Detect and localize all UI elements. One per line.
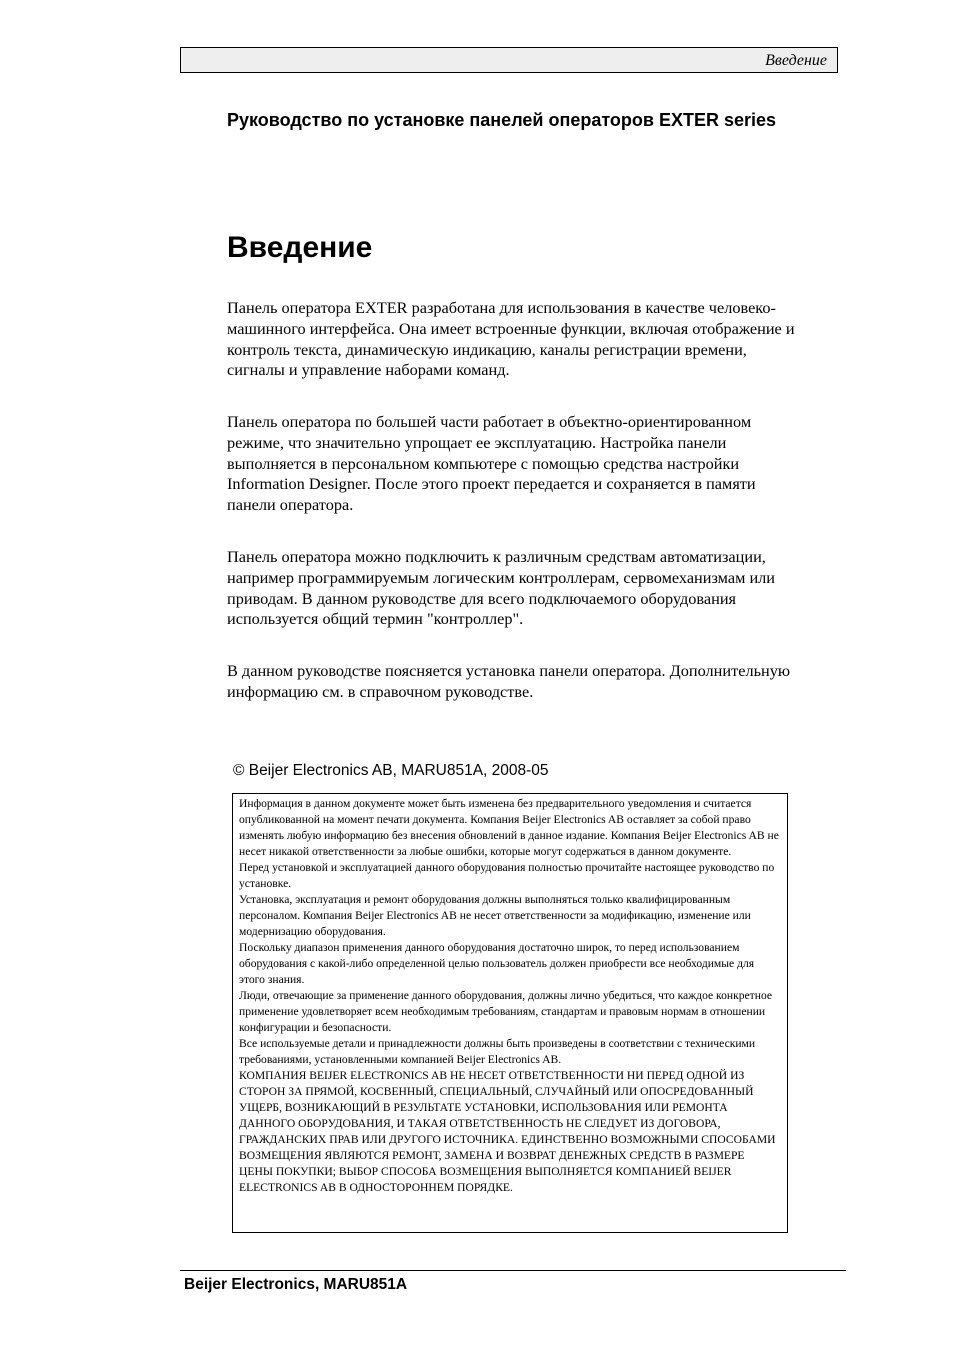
disclaimer-paragraph: Информация в данном документе может быть изменена без предварительного уведомления и считается опубликованной на момент печати документа. Компания Beijer Electronics AB оставляет за собой право изменять любую информацию без внесения обновлений в данное издание. Компания Beijer Electronics AB не несет никакой ответственности за любые ошибки, которые могут содержаться в данном документе. [239, 797, 779, 858]
footer-divider [180, 1270, 846, 1271]
footer-text: Beijer Electronics, MARU851A [184, 1276, 408, 1293]
disclaimer-box [232, 793, 788, 1233]
disclaimer-paragraph: Поскольку диапазон применения данного оборудования достаточно широк, то перед использованием оборудования с какой-либо определенной целью пользователь должен приобрести все необходимые для этого знания. [239, 941, 755, 986]
intro-paragraph-4: В данном руководстве поясняется установка панели оператора. Дополнительную информацию см. в справочном руководстве. [227, 661, 791, 701]
intro-paragraph-2: Панель оператора по большей части работает в объектно-ориентированном режиме, что значительно упрощает ее эксплуатацию. Настройка панели выполняется в персональном компьютере с помощью средства настройки Information Designer. После этого проект передается и сохраняется в памяти панели оператора. [227, 412, 756, 515]
disclaimer-paragraph: КОМПАНИЯ BEIJER ELECTRONICS AB НЕ НЕСЕТ ОТВЕТСТВЕННОСТИ НИ ПЕРЕД ОДНОЙ ИЗ СТОРОН ЗА ПРЯМОЙ, КОСВЕННЫЙ, СПЕЦИАЛЬНЫЙ, СЛУЧАЙНЫЙ ИЛИ ОПОСРЕДОВАННЫЙ УЩЕРБ, ВОЗНИКАЮЩИЙ В РЕЗУЛЬТАТЕ УСТАНОВКИ, ИСПОЛЬЗОВАНИЯ ИЛИ РЕМОНТА ДАННОГО ОБОРУДОВАНИЯ, И ТАКАЯ ОТВЕТСТВЕННОСТЬ НЕ СЛЕДУЕТ ИЗ ДОГОВОРА, ГРАЖДАНСКИХ ПРАВ ИЛИ ДРУГОГО ИСТОЧНИКА. ЕДИНСТВЕННО ВОЗМОЖНЫМИ СПОСОБАМИ ВОЗМЕЩЕНИЯ ЯВЛЯЮТСЯ РЕМОНТ, ЗАМЕНА И ВОЗВРАТ ДЕНЕЖНЫХ СРЕДСТВ В РАЗМЕРЕ ЦЕНЫ ПОКУПКИ; ВЫБОР СПОСОБА ВОЗМЕЩЕНИЯ ВЫПОЛНЯЕТСЯ КОМПАНИЕЙ BEIJER ELECTRONICS AB В ОДНОСТОРОННЕМ ПОРЯДКЕ. [239, 1069, 776, 1194]
running-header [180, 47, 838, 73]
copyright-line: © Beijer Electronics AB, MARU851A, 2008-05 [233, 762, 549, 779]
intro-paragraph-1: Панель оператора EXTER разработана для использования в качестве человеко-машинного интерфейса. Она имеет встроенные функции, включая отображение и контроль текста, динамическую индикацию, каналы регистрации времени, сигналы и управление наборами команд. [227, 298, 795, 380]
running-header-section: Введение [765, 52, 827, 69]
intro-paragraph-3: Панель оператора можно подключить к различным средствам автоматизации, например программируемым логическим контроллерам, сервомеханизмам или приводам. В данном руководстве для всего подключаемого оборудования используется общий термин "контроллер". [227, 547, 776, 629]
disclaimer-paragraph: Все используемые детали и принадлежности должны быть произведены в соответствии с техническими требованиями, установленными компанией Beijer Electronics AB. [239, 1037, 756, 1066]
disclaimer-paragraph: Установка, эксплуатация и ремонт оборудования должны выполняться только квалифицированным персоналом. Компания Beijer Electronics AB не несет ответственности за модификацию, изменение или модернизацию оборудования. [239, 893, 751, 938]
disclaimer-paragraph: Люди, отвечающие за применение данного оборудования, должны лично убедиться, что каждое конкретное применение удовлетворяет всем необходимым требованиям, стандартам и правовым нормам в отношении конфигурации и безопасности. [239, 989, 773, 1034]
section-heading: Введение [227, 231, 373, 264]
disclaimer-paragraph: Перед установкой и эксплуатацией данного оборудования полностью прочитайте настоящее руководство по установке. [239, 861, 775, 890]
document-title: Руководство по установке панелей операторов EXTER series [227, 110, 777, 130]
